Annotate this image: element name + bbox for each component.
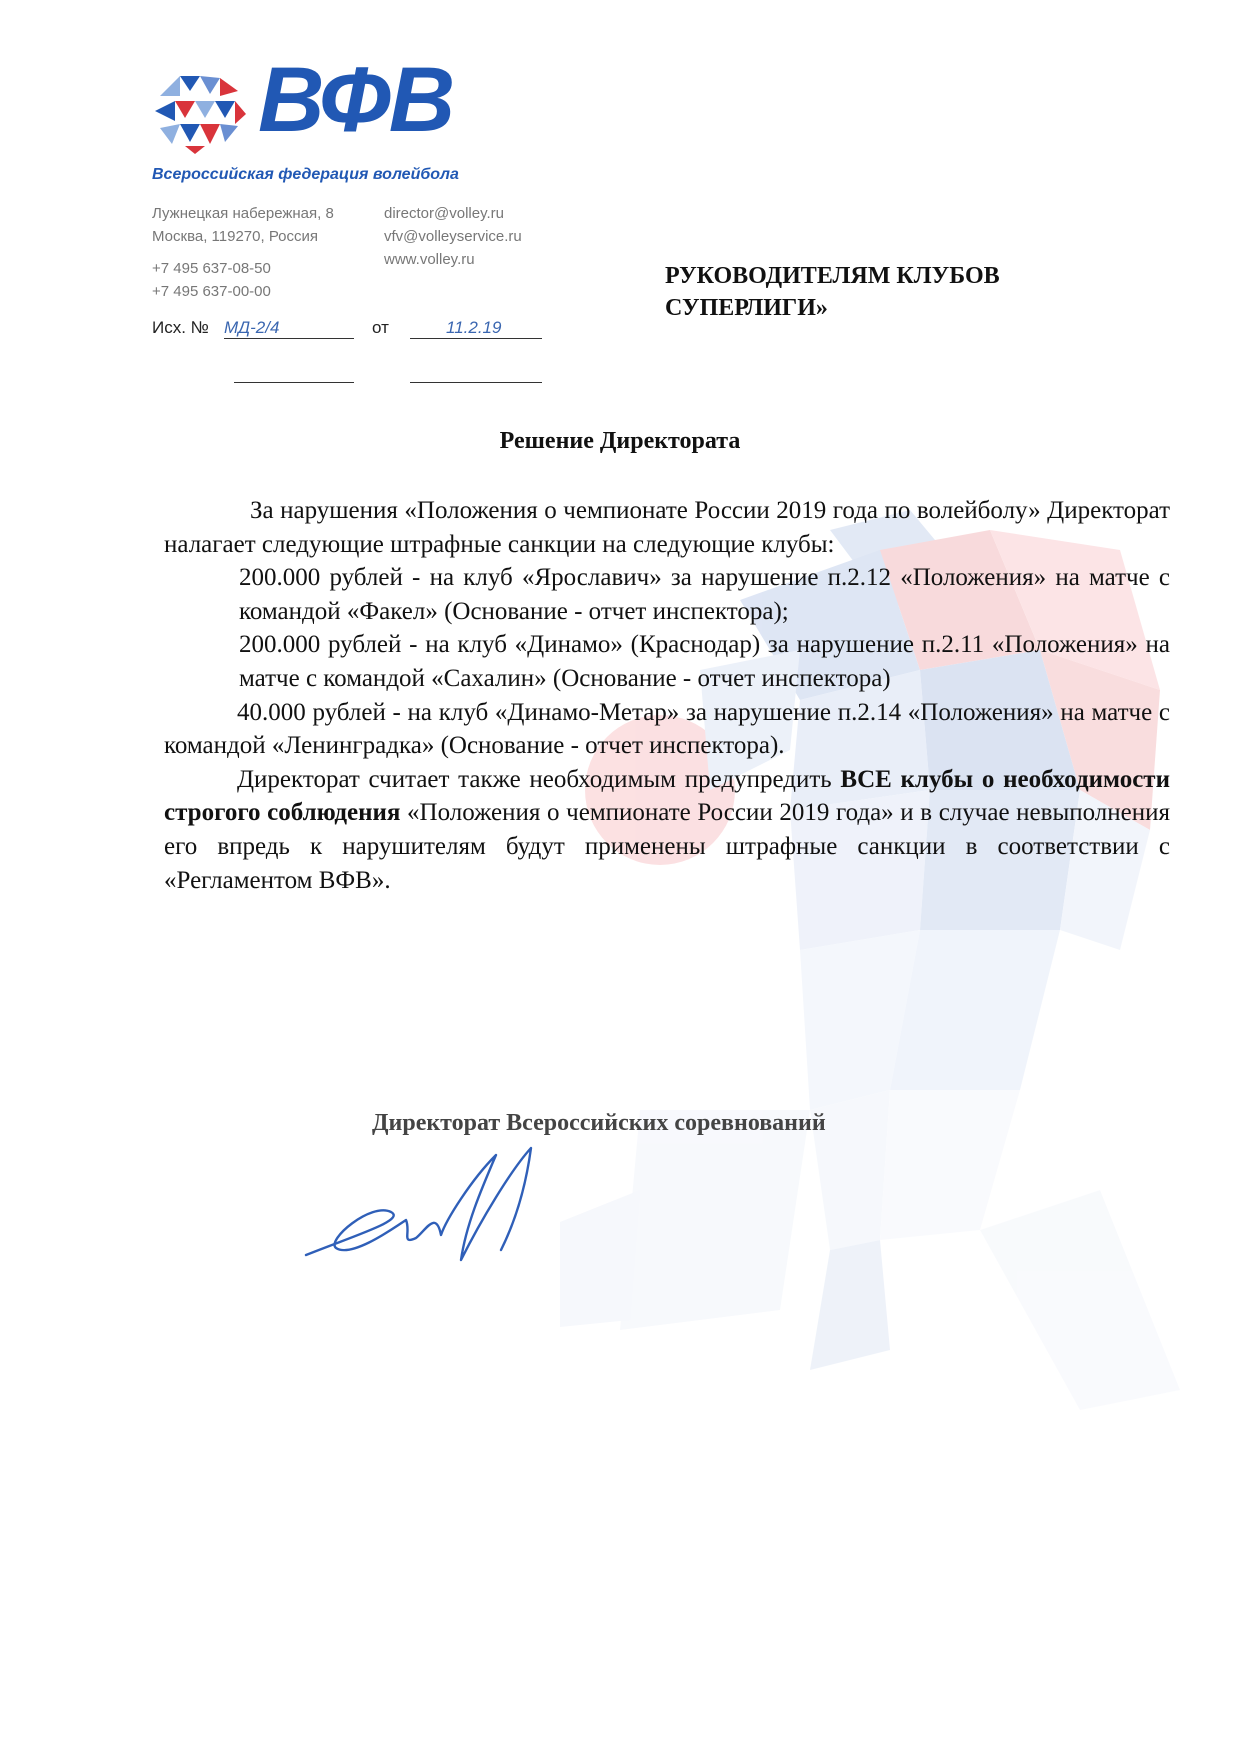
penalty-item: 200.000 рублей - на клуб «Ярославич» за нарушение п.2.12 «Положения» на матче с командой «Факел» (Основание - отчет инспектора); bbox=[239, 564, 1170, 625]
outgoing-number-label: Исх. № bbox=[152, 318, 209, 337]
underline bbox=[224, 338, 354, 339]
online-contacts bbox=[384, 202, 522, 271]
warning-emphasis: ВСЕ клубы о необходимости строгого соблюдения bbox=[164, 765, 1170, 827]
document-title: Решение Директората bbox=[499, 428, 741, 454]
document-date: 11.2.19 bbox=[446, 318, 502, 337]
address-line: Москва, 119270, Россия bbox=[152, 228, 319, 245]
recipient-line: РУКОВОДИТЕЛЯМ КЛУБОВ bbox=[665, 263, 1000, 289]
blank-line bbox=[410, 382, 542, 383]
email-link[interactable]: vfv@volleyservice.ru bbox=[384, 228, 522, 245]
penalty-item: 40.000 рублей - на клуб «Динамо-Метар» за нарушение п.2.14 «Положения» на матче с командой «Ленинградка» (Основание - отчет инспектора). bbox=[164, 698, 1170, 760]
date-label: от bbox=[372, 318, 389, 337]
phone-block bbox=[152, 257, 271, 303]
signer-name: Директорат Всероссийских соревнований bbox=[372, 1110, 826, 1136]
email-link[interactable]: director@volley.ru bbox=[384, 205, 504, 222]
document-body bbox=[164, 494, 1170, 897]
warning-lead: Директорат считает также необходимым предупредить bbox=[237, 765, 841, 793]
phone-number: +7 495 637-00-00 bbox=[152, 283, 271, 300]
organization-name: Всероссийская федерация волейбола bbox=[152, 166, 459, 183]
underline bbox=[410, 338, 542, 339]
volleyball-triangles-icon bbox=[150, 66, 250, 156]
blank-line bbox=[234, 382, 354, 383]
address-block bbox=[152, 202, 334, 248]
recipient-line: СУПЕРЛИГИ» bbox=[665, 295, 828, 321]
outgoing-number: МД-2/4 bbox=[224, 318, 280, 337]
warning-tail: «Положения о чемпионате России 2019 года» и в случае невыполнения его впредь к нарушителям будут применены штрафные санкции в соответствии с «Регламентом ВФВ». bbox=[164, 799, 1170, 894]
address-line: Лужнецкая набережная, 8 bbox=[152, 205, 334, 222]
recipient-block bbox=[665, 260, 1185, 324]
handwritten-signature bbox=[296, 1140, 596, 1270]
logo-abbreviation: ВФВ bbox=[258, 49, 454, 151]
phone-number: +7 495 637-08-50 bbox=[152, 260, 271, 277]
penalty-item: 200.000 рублей - на клуб «Динамо» (Краснодар) за нарушение п.2.11 «Положения» на матче с командой «Сахалин» (Основание - отчет инспектора) bbox=[239, 631, 1170, 692]
warning-paragraph bbox=[164, 763, 1170, 897]
website-link[interactable]: www.volley.ru bbox=[384, 251, 475, 268]
intro-paragraph: За нарушения «Положения о чемпионате России 2019 года по волейболу» Директорат налагает следующие штрафные санкции на следующие клубы: bbox=[164, 497, 1170, 558]
